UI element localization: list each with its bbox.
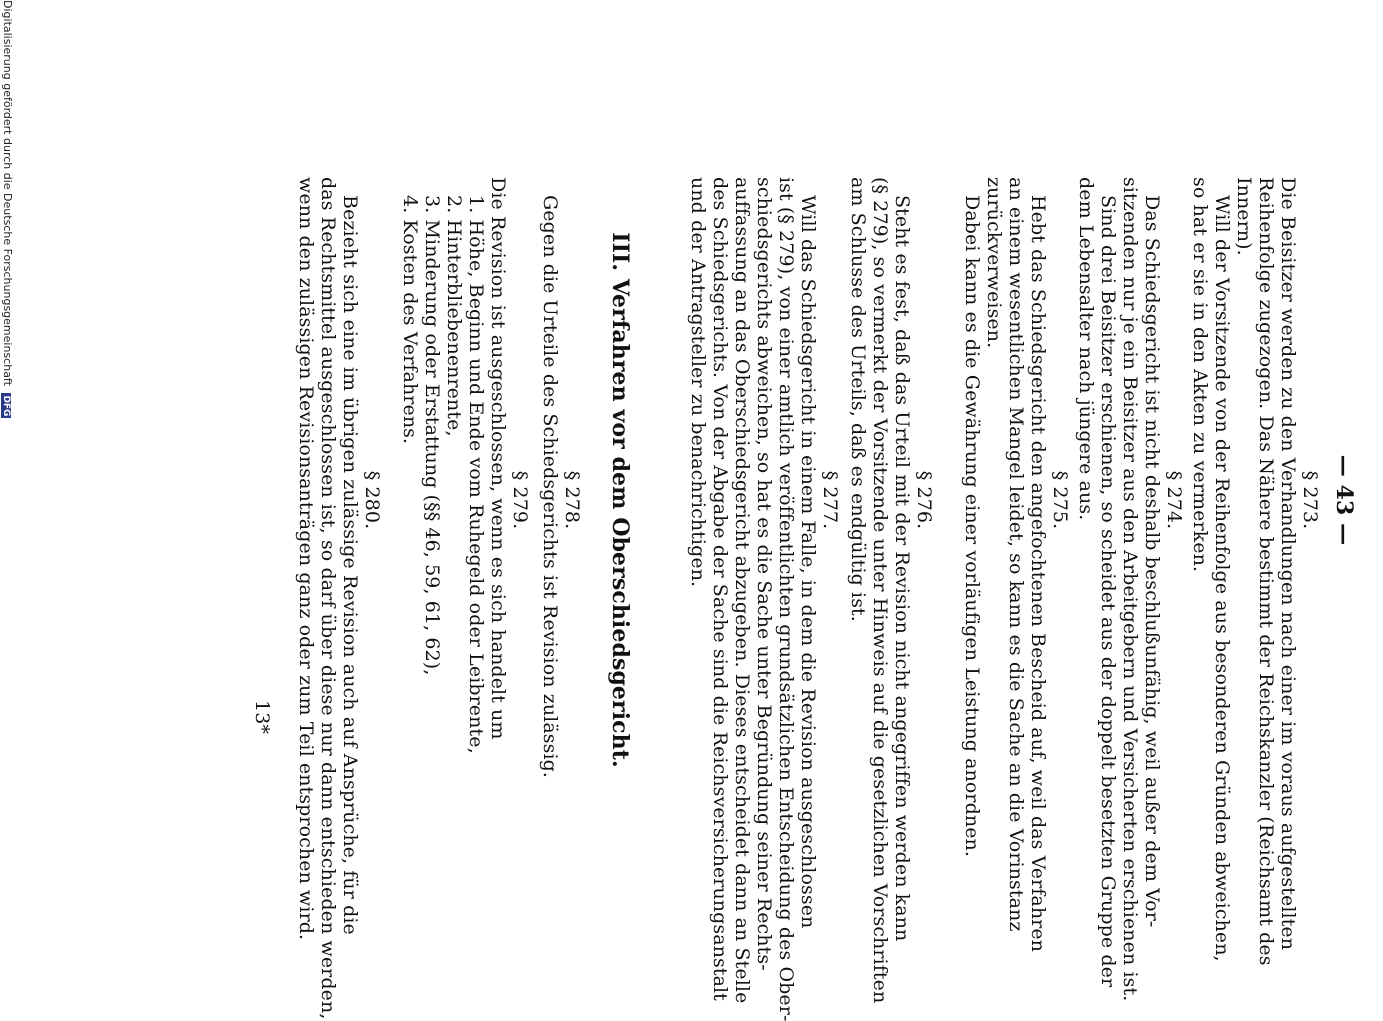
list-item: 4. Kosten des Verfahrens. [399,195,421,445]
text-line: Dabei kann es die Gewährung einer vorläufigen Leistung anordnen. [961,195,983,858]
text-line: Bezieht sich eine im übrigen zulässige Revision auch auf Ansprüche, für die [339,195,361,935]
text-line: und der Antragsteller zu benachrichtigen. [687,177,709,588]
text-line: Das Schiedsgericht ist nicht deshalb beschlußunfähig, weil außer dem Vor- [1141,195,1163,928]
text-line: Die Beisitzer werden zu den Verhandlungen nach einer im voraus aufgestellten [1277,177,1299,951]
text-line: Will das Schiedsgericht in einem Falle, in dem die Revision ausgeschlossen [797,195,819,929]
text-line: Die Revision ist ausgeschlossen, wenn es sich handelt um [487,177,509,740]
section-279-heading: § 279. [509,470,531,530]
section-280-heading: § 280. [361,470,383,530]
text-line: am Schlusse des Urteils, daß es endgültig ist. [847,177,869,622]
text-line: Reihenfolge zugezogen. Das Nähere bestimmt der Reichskanzler (Reichsamt des [1255,177,1277,966]
text-line: an einem wesentlichen Mangel leidet, so kann es die Sache an die Vorinstanz [1005,177,1027,932]
text-line: Gegen die Urteile des Schiedsgerichts ist Revision zulässig. [539,195,561,779]
list-item: 2. Hinterbliebenenrente, [443,195,465,437]
section-273-heading: § 273. [1299,470,1321,530]
page-number: — 43 — [1331,454,1357,546]
digitization-note-text: Digitalisierung gefördert durch die Deutsche Forschungsgemeinschaft [1,0,14,386]
section-277-heading: § 277. [819,470,841,530]
text-line: (§ 279), so vermerkt der Vorsitzende unter Hinweis auf die gesetzlichen Vorschriften [869,177,891,1004]
text-line: schiedsgerichts abweichen, so hat es die Sache unter Begründung seiner Rechts- [753,177,775,971]
text-line: dem Lebensalter nach jüngere aus. [1075,177,1097,521]
section-title: III. Verfahren vor dem Oberschiedsgericht. [607,232,633,768]
text-line: sitzenden nur je ein Beisitzer aus den Arbeitgebern und Versicherten erschienen ist. [1119,177,1141,1002]
list-item: 1. Höhe, Beginn und Ende vom Ruhegeld oder Leibrente, [465,195,487,754]
text-line: wenn den zulässigen Revisionsanträgen ganz oder zum Teil entsprochen wird. [295,177,317,941]
text-line: Will der Vorsitzende von der Reihenfolge aus besonderen Gründen abweichen, [1211,195,1233,962]
section-275-heading: § 275. [1049,470,1071,530]
text-line: ist (§ 279), von einer amtlich veröffentlichten grundsätzlichen Entscheidung des Ober- [775,177,797,1021]
list-item: 3. Minderung oder Erstattung (§§ 46, 59, 61, 62), [421,195,443,676]
text-line: Steht es fest, daß das Urteil mit der Revision nicht angegriffen werden kann [891,195,913,942]
section-274-heading: § 274. [1163,470,1185,530]
text-line: Sind drei Beisitzer erschienen, so scheidet aus der doppelt besetzten Gruppe der [1097,195,1119,988]
dfg-logo: DFG [1,395,11,417]
text-line: auffassung an das Oberschiedsgericht abzugeben. Dieses entscheidet dann an Stelle [731,177,753,1004]
text-line: Hebt das Schiedsgericht den angefochtenen Bescheid auf, weil das Verfahren [1027,195,1049,953]
signature-mark: 13* [251,700,273,734]
text-line: Innern). [1233,177,1255,256]
text-line: des Schiedsgerichts. Von der Abgabe der Sache sind die Reichsversicherungsanstalt [709,177,731,1001]
section-278-heading: § 278. [561,470,583,530]
text-line: so hat er sie in den Akten zu vermerken. [1189,177,1211,573]
section-276-heading: § 276. [913,470,935,530]
text-line: zurückverweisen. [983,177,1005,349]
text-line: das Rechtsmittel ausgeschlossen ist, so darf über diese nur dann entschieden werden, [317,177,339,1020]
digitization-note [0,0,14,1000]
